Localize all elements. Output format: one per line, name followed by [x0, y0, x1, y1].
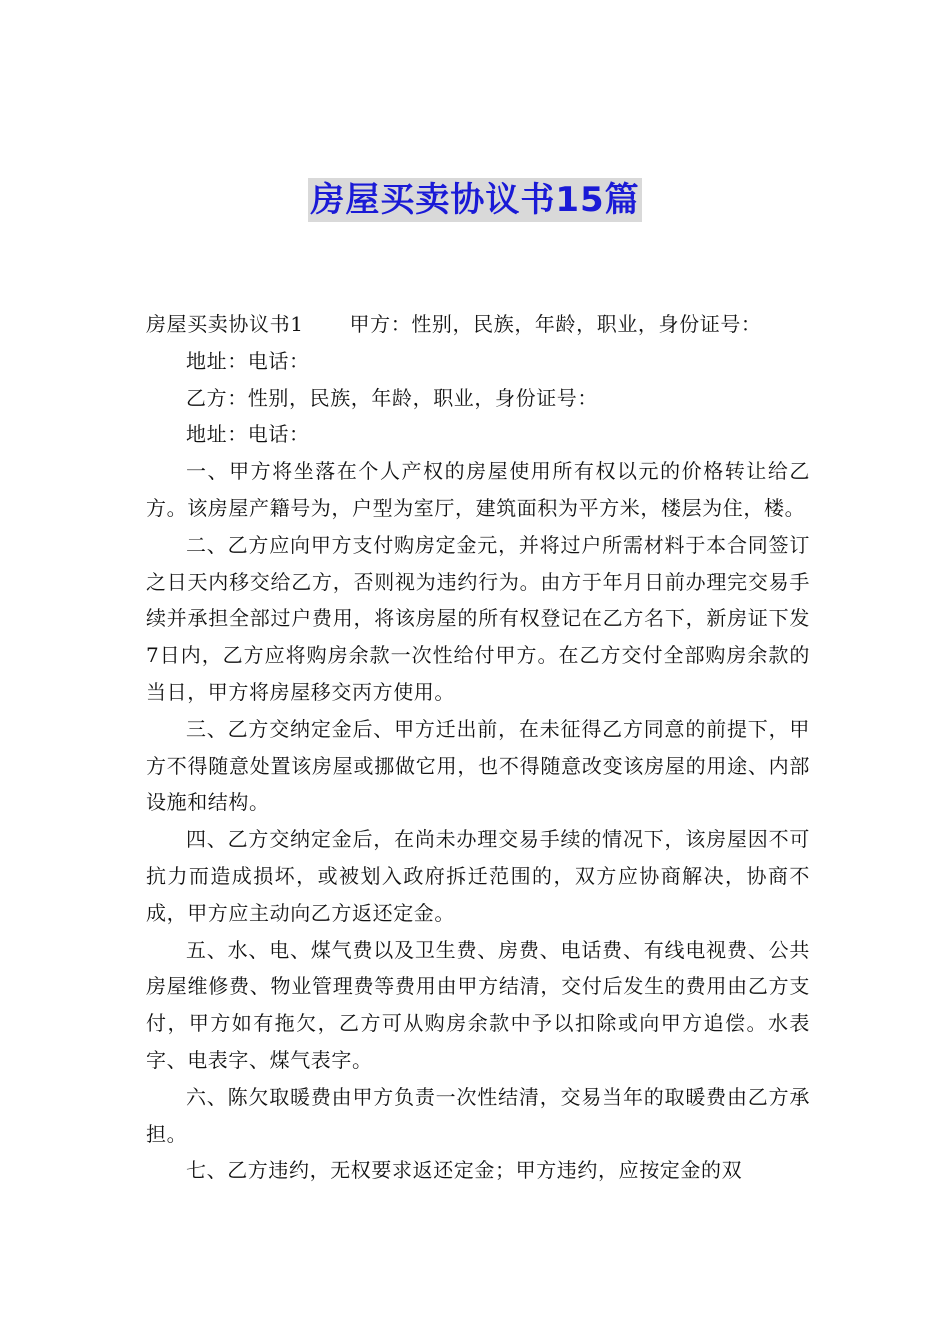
document-title: 房屋买卖协议书15篇 — [310, 180, 640, 220]
document-body — [146, 306, 810, 1189]
paragraph-clause-1: 一、甲方将坐落在个人产权的房屋使用所有权以元的价格转让给乙方。该房屋产籍号为，户型为室厅，建筑面积为平方米，楼层为住，楼。 — [146, 459, 810, 520]
paragraph-clause-7: 七、乙方违约，无权要求返还定金；甲方违约，应按定金的双 — [186, 1158, 743, 1183]
first-line — [146, 306, 810, 343]
title-container — [0, 178, 950, 222]
paragraph-clause-4: 四、乙方交纳定金后，在尚未办理交易手续的情况下，该房屋因不可抗力而造成损坏，或被划入政府拆迁范围的，双方应协商解决，协商不成，甲方应主动向乙方返还定金。 — [146, 827, 810, 925]
paragraph-party-a-address: 地址：电话： — [186, 348, 310, 373]
heading-label: 房屋买卖协议书1 — [146, 312, 304, 336]
paragraph-clause-2: 二、乙方应向甲方支付购房定金元，并将过户所需材料于本合同签订之日天内移交给乙方，否则视为违约行为。由方于年月日前办理完交易手续并承担全部过户费用，将该房屋的所有权登记在乙方名下，新房证下发7日内，乙方应将购房余款一次性给付甲方。在乙方交付全部购房余款的当日，甲方将房屋移交丙方使用。 — [146, 532, 810, 704]
party-a-line: 甲方：性别，民族，年龄，职业，身份证号： — [349, 312, 762, 336]
paragraph-clause-6: 六、陈欠取暖费由甲方负责一次性结清，交易当年的取暖费由乙方承担。 — [146, 1084, 810, 1146]
paragraph-clause-5: 五、水、电、煤气费以及卫生费、房费、电话费、有线电视费、公共房屋维修费、物业管理费等费用由甲方结清，交付后发生的费用由乙方支付，甲方如有拖欠，乙方可从购房余款中予以扣除或向甲方追偿。水表字、电表字、煤气表字。 — [146, 937, 810, 1072]
paragraph-party-b-address: 地址：电话： — [186, 422, 310, 447]
paragraph-clause-3: 三、乙方交纳定金后、甲方迁出前，在未征得乙方同意的前提下，甲方不得随意处置该房屋或挪做它用，也不得随意改变该房屋的用途、内部设施和结构。 — [146, 716, 810, 815]
paragraph-party-b: 乙方：性别，民族，年龄，职业，身份证号： — [186, 385, 598, 410]
